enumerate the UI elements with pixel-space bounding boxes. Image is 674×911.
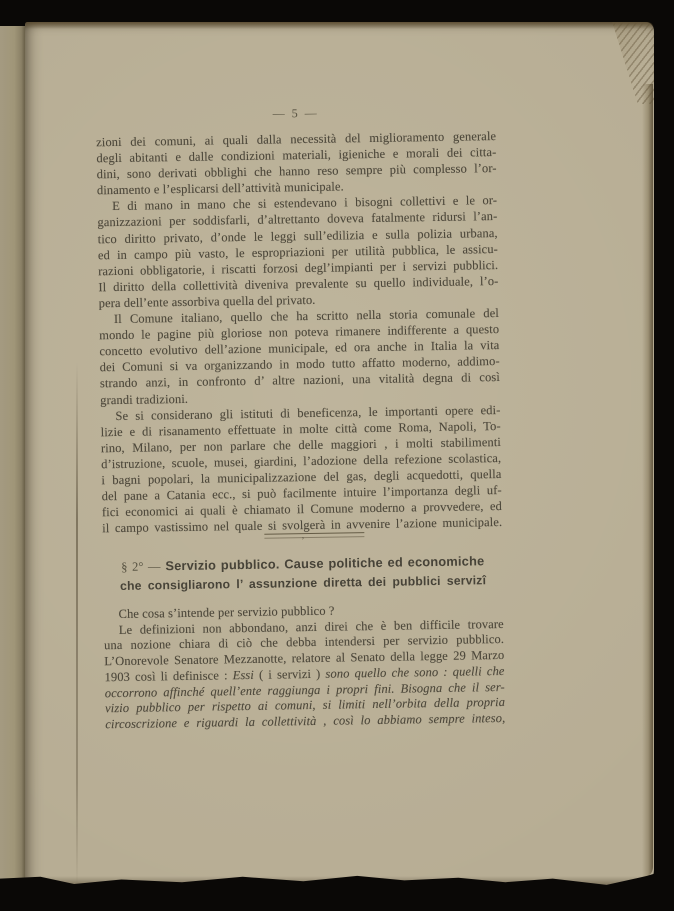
italic-text: vizio pubblico per rispetto ai comuni, si limiti nell’orbita della propria xyxy=(104,695,506,716)
body-text-lower xyxy=(103,601,505,733)
roman-text: i bagni popolari, la municipalizzazione del gas, degli acquedotti, quella xyxy=(101,466,502,488)
roman-text: dini, sono derivati obblighi che hanno reso sempre più complesso l’or- xyxy=(96,161,497,182)
section-title-text: Servizio pubblico. Cause politiche ed economiche xyxy=(165,553,485,574)
paragraph xyxy=(96,128,497,199)
roman-text: pera dell’ente assorbiva quella del privato. xyxy=(98,292,316,311)
roman-text: fici economici ai quali è chiamato il Comune moderno a provvedere, ed xyxy=(101,499,503,520)
roman-text: ganizzazioni per soddisfarli, d’altrettanto doveva fatalmente ridursi l’an- xyxy=(97,209,498,230)
roman-text: del pane a Catania ecc., si può facilmente intuire l’importanza degli uf- xyxy=(101,483,502,504)
italic-text: Essi xyxy=(232,667,255,683)
roman-text: tico diritto privato, d’onde le leggi sull’edilizia e sulla polizia urbana, xyxy=(97,225,498,246)
section-heading xyxy=(93,553,513,594)
roman-text: lizie e di risanamento effettuate in molte città come Roma, Napoli, To- xyxy=(100,418,501,439)
roman-text: razioni obbligatorie, i riscatti forzosi degl’impianti per i servizi pubblici. xyxy=(98,257,499,279)
roman-text: mondo le pagine più gloriose non poteva rimanere indifferente a questo xyxy=(99,322,500,343)
roman-text: dei Comuni si va organizzando in modo tutto affatto moderno, addimo- xyxy=(99,354,500,375)
roman-text: Il Comune italiano, quello che ha scritto nella storia comunale del xyxy=(113,306,499,327)
roman-text: il campo vastissimo nel quale si svolgerà in avvenire l’azione municipale. xyxy=(102,515,503,536)
body-text-upper xyxy=(96,128,502,537)
roman-text: dinamento e l’esplicarsi dell’attività municipale. xyxy=(96,179,344,198)
roman-text: zioni dei comuni, ai quali dalla necessità del miglioramento generale xyxy=(96,129,497,150)
roman-text: E di mano in mano che si estendevano i bisogni collettivi e le or- xyxy=(112,193,498,214)
roman-text: Il diritto della collettività diveniva prevalente su quello individuale, l’o- xyxy=(98,273,499,295)
paragraph xyxy=(97,192,499,311)
roman-text: Se si considerano gli istituti di beneficenza, le importanti opere edi- xyxy=(115,402,501,423)
section-heading-line2: che consigliarono l’ assunzione diretta dei pubblici servizî xyxy=(119,573,487,593)
roman-text: Che cosa s’intende per servizio pubblico ? xyxy=(118,603,335,622)
roman-text: strando anzi, in confronto d’ altre nazioni, una vitalità degna di così xyxy=(99,370,501,391)
roman-text: ( i servizi ) xyxy=(253,666,326,682)
italic-text: sono quello che sono : quelli che xyxy=(325,663,505,681)
roman-text: d’istruzione, scuole, musei, giardini, l’adozione della refezione scolastica, xyxy=(101,450,502,472)
roman-text: una nozione chiara di ciò che debba intendersi per servizio pubblico. xyxy=(103,632,505,653)
page-number: — 5 — xyxy=(272,105,319,121)
divider-mark: ’ xyxy=(301,535,305,546)
roman-text: 1903 così li definisce : xyxy=(104,668,233,685)
italic-text: occorrono affinché quell’ente raggiunga i propri fini. Bisogna che il ser- xyxy=(104,679,505,700)
roman-text: Le definizioni non abbondano, anzi direi che è ben difficile trovare xyxy=(118,616,504,637)
italic-text: circoscrizione e riguardi la collettività , così lo abbiamo sempre inteso, xyxy=(105,710,506,732)
section-divider xyxy=(264,532,364,539)
roman-text: ed in campo più vasto, le espropriazioni per utilità pubblica, le assicu- xyxy=(97,241,498,262)
roman-text: concetto evolutivo dell’azione municipale, ed ora anche in Italia la vita xyxy=(99,338,500,359)
paragraph xyxy=(99,305,500,408)
roman-text: rino, Milano, per non parlare che delle maggiori , i molti stabilimenti xyxy=(100,434,502,456)
paragraph xyxy=(100,402,502,537)
section-number: § 2° — xyxy=(121,559,161,574)
section-heading-line1 xyxy=(93,553,513,576)
roman-text: grandi tradizioni. xyxy=(100,391,189,407)
paragraph xyxy=(104,617,506,733)
roman-text: degli abitanti e dalle condizioni materiali, igieniche e morali dei citta- xyxy=(96,145,497,166)
roman-text: L’Onorevole Senatore Mezzanotte, relatore al Senato della legge 29 Marzo xyxy=(104,648,505,669)
